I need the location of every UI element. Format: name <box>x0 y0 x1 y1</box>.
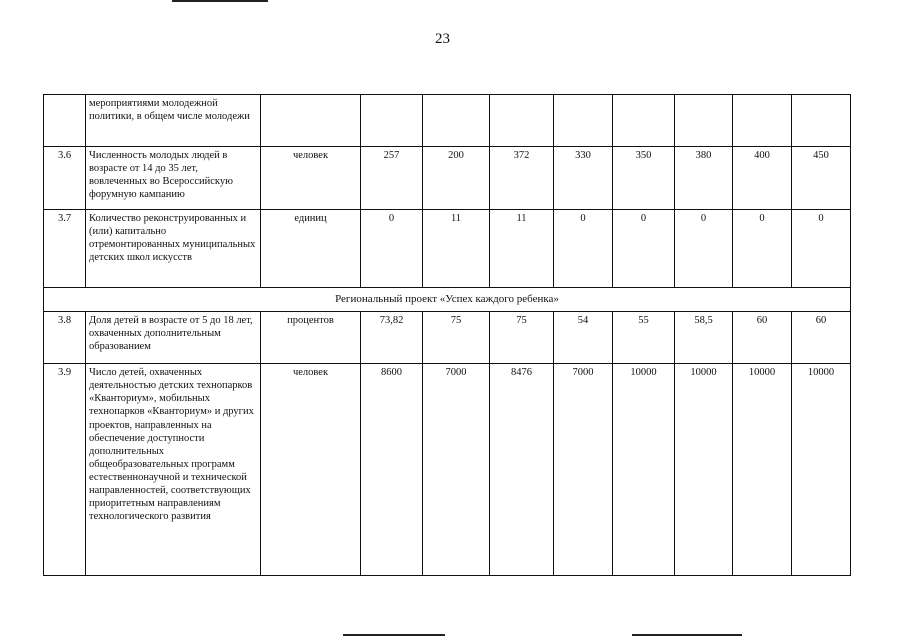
value-cell: 58,5 <box>675 312 733 364</box>
value-cell: 75 <box>423 312 490 364</box>
value-cell: 11 <box>423 210 490 288</box>
value-cell: 350 <box>613 147 675 210</box>
indicator-table-body <box>44 95 851 576</box>
row-number: 3.9 <box>44 364 86 576</box>
value-cell: 8600 <box>361 364 423 576</box>
value-cell: 60 <box>733 312 792 364</box>
value-cell: 10000 <box>675 364 733 576</box>
section-row <box>44 288 851 312</box>
value-cell: 330 <box>554 147 613 210</box>
value-cell: 0 <box>675 210 733 288</box>
indicator-name: Численность молодых людей в возрасте от 14 до 35 лет, вовлеченных во Всероссийскую форумную кампанию <box>86 147 261 210</box>
scan-mark-top <box>172 0 268 2</box>
scan-mark-bottom-left <box>343 634 445 636</box>
value-cell: 372 <box>490 147 554 210</box>
value-cell <box>675 95 733 147</box>
value-cell: 400 <box>733 147 792 210</box>
unit-cell: человек <box>261 147 361 210</box>
scan-mark-bottom-right <box>632 634 742 636</box>
table-row <box>44 95 851 147</box>
page-number: 23 <box>435 31 450 47</box>
value-cell: 7000 <box>423 364 490 576</box>
row-number <box>44 95 86 147</box>
value-cell <box>423 95 490 147</box>
value-cell: 55 <box>613 312 675 364</box>
value-cell: 257 <box>361 147 423 210</box>
value-cell: 0 <box>792 210 851 288</box>
value-cell <box>361 95 423 147</box>
value-cell: 0 <box>554 210 613 288</box>
table-row <box>44 312 851 364</box>
table-row <box>44 364 851 576</box>
value-cell: 0 <box>361 210 423 288</box>
value-cell: 7000 <box>554 364 613 576</box>
indicator-name: Доля детей в возрасте от 5 до 18 лет, охваченных дополнительным образованием <box>86 312 261 364</box>
value-cell <box>490 95 554 147</box>
value-cell: 10000 <box>613 364 675 576</box>
value-cell: 0 <box>613 210 675 288</box>
section-title: Региональный проект «Успех каждого ребенка» <box>44 288 851 312</box>
unit-cell: процентов <box>261 312 361 364</box>
value-cell <box>613 95 675 147</box>
table-row <box>44 210 851 288</box>
value-cell <box>554 95 613 147</box>
value-cell: 10000 <box>733 364 792 576</box>
value-cell: 200 <box>423 147 490 210</box>
value-cell: 60 <box>792 312 851 364</box>
value-cell: 75 <box>490 312 554 364</box>
value-cell: 0 <box>733 210 792 288</box>
value-cell <box>792 95 851 147</box>
value-cell: 73,82 <box>361 312 423 364</box>
value-cell: 10000 <box>792 364 851 576</box>
unit-cell <box>261 95 361 147</box>
row-number: 3.8 <box>44 312 86 364</box>
row-number: 3.7 <box>44 210 86 288</box>
table-row <box>44 147 851 210</box>
value-cell: 11 <box>490 210 554 288</box>
value-cell: 54 <box>554 312 613 364</box>
value-cell: 450 <box>792 147 851 210</box>
row-number: 3.6 <box>44 147 86 210</box>
indicator-name: Число детей, охваченных деятельностью детских технопарков «Кванториум», мобильных технопарков «Кванториум» и других проектов, направленных на обеспечение доступности дополнительных общеобразовательных программ естественнонаучной и технической направленностей, соответствующих приоритетным направлениям технологического развития <box>86 364 261 576</box>
indicator-table <box>43 94 851 576</box>
value-cell: 380 <box>675 147 733 210</box>
indicator-name: мероприятиями молодежной политики, в общем числе молодежи <box>86 95 261 147</box>
unit-cell: человек <box>261 364 361 576</box>
value-cell <box>733 95 792 147</box>
unit-cell: единиц <box>261 210 361 288</box>
value-cell: 8476 <box>490 364 554 576</box>
indicator-name: Количество реконструированных и (или) капитально отремонтированных муниципальных детских школ искусств <box>86 210 261 288</box>
